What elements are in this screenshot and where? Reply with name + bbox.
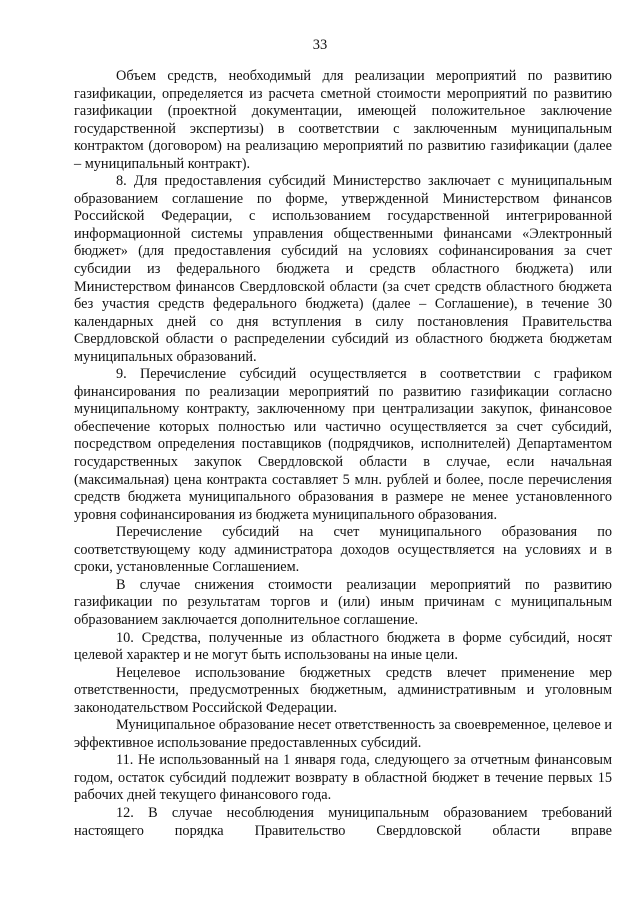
paragraph-item-11: 11. Не использованный на 1 января года, следующего за отчетным финансовым годом, остаток субсидий подлежит возврату в областной бюджет в течение первых 15 рабочих дней текущего финансового года. (74, 752, 612, 804)
page-number: 33 (312, 37, 328, 53)
paragraph-item-8: 8. Для предоставления субсидий Министерство заключает с муниципальным образованием соглашение по форме, утвержденной Министерством финансов Российской Федерации, с использованием государственной интегрированной информационной системы управления общественными финансами «Электронный бюджет» (для предоставления субсидий на условиях софинансирования за счет субсидии из федерального бюджета и средств областного бюджета) или Министерством финансов Свердловской области (за счет средств областного бюджета без участия средств федерального бюджета) (далее – Соглашение), в течение 30 календарных дней со дня вступления в силу постановления Правительства Свердловской области о распределении субсидий из областного бюджета бюджетам муниципальных образований. (74, 173, 612, 365)
paragraph-funding-volume: Объем средств, необходимый для реализации мероприятий по развитию газификации, определяется из расчета сметной стоимости мероприятий по развитию газификации (проектной документации, имеющей положительное заключение государственной экспертизы) в соответствии с заключенным муниципальным контрактом (договором) на реализацию мероприятий по развитию газификации (далее – муниципальный контракт). (74, 68, 612, 172)
document-body (74, 68, 612, 840)
paragraph-item-10: 10. Средства, полученные из областного бюджета в форме субсидий, носят целевой характер и не могут быть использованы на иные цели. (74, 629, 612, 664)
paragraph-transfer: Перечисление субсидий на счет муниципального образования по соответствующему коду администратора доходов осуществляется на условиях и в сроки, установленные Соглашением. (74, 524, 612, 576)
paragraph-item-12: 12. В случае несоблюдения муниципальным образованием требований настоящего порядка Правительство Свердловской области вправе (74, 804, 612, 839)
paragraph-item-9: 9. Перечисление субсидий осуществляется в соответствии с графиком финансирования по реализации мероприятий по развитию газификации согласно муниципальному контракту, заключенному при централизации закупок, финансовое обеспечение которых полностью или частично осуществляется за счет субсидий, посредством определения поставщиков (подрядчиков, исполнителей) Департаментом государственных закупок Свердловской области в случае, если начальная (максимальная) цена контракта составляет 5 млн. рублей и более, после перечисления средств бюджета муниципального образования в размере не менее установленного уровня софинансирования из бюджета муниципального образования. (74, 366, 612, 523)
paragraph-misuse: Нецелевое использование бюджетных средств влечет применение мер ответственности, предусмотренных бюджетным, административным и уголовным законодательством Российской Федерации. (74, 664, 612, 716)
paragraph-cost-reduction: В случае снижения стоимости реализации мероприятий по развитию газификации по результатам торгов и (или) иным причинам с муниципальным образованием заключается дополнительное соглашение. (74, 576, 612, 628)
paragraph-responsibility: Муниципальное образование несет ответственность за своевременное, целевое и эффективное использование предоставленных субсидий. (74, 717, 612, 751)
